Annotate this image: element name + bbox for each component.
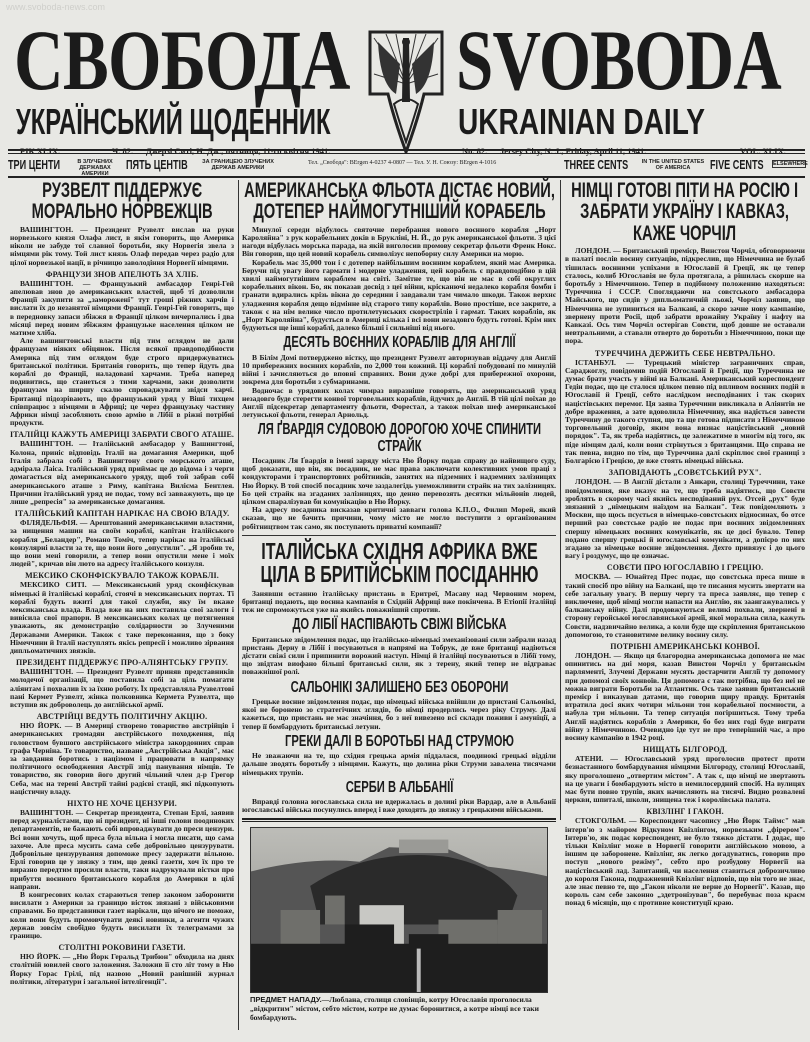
volume-en: VOL. XLIX. (740, 146, 786, 156)
subheadline: ДО ЛІБІЇ НАСПІВАЮТЬ СВІЖІ ВІЙСЬКА (291, 616, 507, 634)
article-paragraph: Посадник Ля Ґвардія в імені заряду міста Ню Йорку подав справу до найвищого суду, щоб доказати, що він, як посадник, не має права заключати колективних умов праці з кондукторами і транспортових робітників, занятих на підземних і надземних залізницях Ню Йорку. В той спосіб посадник хоче заздалегідь унеможливити страйк на тих залізницях. Бо цей страйк на згаданих залізницях, що денно перевозять десятки мільйонів людей, цілком спаралізував би комунікацію в Ню Йорку. (242, 456, 556, 507)
article-paragraph: ВАШИНГТОН. — Італійський амбасадор у Вашингтоні, Колона, приніс відповідь Італії на домагання Америки, щоб Італія забрала собі з Вашингтону свого морського аташе, адмірала Лаіса. Італійський уряд приймає це до відома і з черги домагається від американського уряду, щоб той забрав собі американського аташе з Риму, капітана Вилієма Бентлея. Причини італійський уряд не подає, тому всі завважують, що це лише „репресія" за американське домагання. (10, 439, 234, 506)
date-en: Jersey City, N. J., Friday, April 11, 1941. (500, 146, 647, 156)
article-paragraph: ІСТАНБУЛ. — Турецький міністер заграничних справ, Сараджоглу, повідомив подій Югославії й Греції, що Туреччина не думає брати участь у війні на Балкані. Американський кореспондент Гедін подає, що це сталося цілком певно під впливом воєнних подій в Югославії й Греції, себто наслідком несподіваних і так скорих націстівських перемог. Ця заява Туреччини викликала в Аліянтів не добре враження, а зате вдоволила Німеччину, яка надіється завести Туреччину до такого ступня, що та ще готова підписати з Німеччиною торговельний договір, яким вона визнає націстівський „новий порядок". Та, як треба надіятись, це залежатиме в многім від того, як піде німцям далі, коли вони стрінуться з британцями. Що справа не так певна, видно по тім, що Туреччина далі скріплює свої границі з Болгарією і Грецією, де вже стоять німецькі війська. (565, 357, 805, 466)
article-paragraph: Не зважаючи на те, що східня грецька армія піддалася, поодинокі грецькі відділи дальше зводять боротьбу з німцями. Кажуть, що долина ріки Струми завалена тисячами німецьких трупів. (242, 751, 556, 777)
column-center (242, 180, 556, 1022)
caption-lead: ПРЕДМЕТ НАПАДУ. (250, 995, 322, 1005)
article-paragraph: ЛОНДОН. — Британський премієр, Винстон Чорчіл, обговорюючи в палаті послів воєнну ситуацію, підкреслив, що Німеччина не булаб тішилась воєнними успіхами в Югославії й Греції, як це тепер сталось, колиб Югославія не була протягала, а рішилась скорше на боротьбу з Німеччиною. Тепер в подібному положенню находяться: Туреччина і СССР. Споглядаючи на совєтського амбасадора Майського, що сидів у дипльоматичній льожі, Чорчіл заявив, що Німеччина не зупиниться на Балкані, а скоро зачне нову кампанію, звернену проти Росії, щоб забрати врожайну Україну і нафту на Кавказі. Ось тим Чорчіл остерігав Совєти, щоб довше не оставали невтральними, а ставали отверто до боротьби з Німеччиною, поки ще пора. (565, 246, 805, 346)
article-paragraph: МЕКСИКО СИТІ. — Мексиканський уряд сконфіскував німецькі й італійські кораблі, стоячі в мексиканських портах. Ті кораблі будуть вжиті для такої служби, яку їм вкаже мексиканська влада. Влада вже на них поставила свої залоги і вивісила свої прапори. В мексиканських колах це потягнення уважають, як демонстрацію солідарности зо Злученими Державами Америки. Також є таке переконання, що з боку Німеччини й Італії наступлять якісь репресії і можливо зірвання дипльоматичних звязків. (10, 580, 234, 655)
section-heading: СОВЄТИ ПРО ЮГОСЛАВІЮ І ГРЕЦІЮ. (606, 563, 764, 573)
article-paragraph: ВАШИНГТОН. — Французький амбасадор Генрі-Гей апелював знов до американських властей, щоб ті дозволили Франції закупити за „заморожені" тут гроші ріжних харчів і вислати їх до незанятої німцями Франції. Генрі-Гей говорить, що в передновку запаси збіжжя в Франції цілком вичерпались і два місяці перед новим збіжжям французьке населення цілком не матиме хліба. (10, 278, 234, 338)
article-paragraph: ЛОНДОН. — Якщо ця благородна американська допомога не має опинитись на дні моря, казав Винстон Чорчіл у британськім парляменті, Злучені Держави мусять достарчити Англії ту допомогу при допомозі своїх конвоїв. Ця допомога є так потрібна, що без неї не можна виграти Боротьби за Атлантик. Ось таке заявив британський премієр і виказував датами, що говорив щиру правду. Британія втратила досі яких чотири мільони тон корабельної поємности, а набула три мільони. Та тепер ситуація погіршиться. Тому треба Англії надіятись кораблів з Америки, бо без них годі буде виграти війну з Німеччиною. Очевидно іде тут не про теперішній час, а про воєнну кампанію в 1942 році. (565, 650, 805, 742)
article-paragraph: Але вашингтонські власти під тим оглядом не дали французам ніяких обіцянок. Після всякої правдоподібности Америка під тим оглядом буде строго придержуватись британської політики. Британія говорить, що тепер йдуть два кораблі до Франції, наладовані харчами. Треба наперед подивитись, що станеться з тими харчами, заки дозволити французам на ширшу скалю спроваджувати звідси харчі. Британці підозрівають, що французький уряд у Віші тихцем співпрацює з німцями в Африці; це через французьку частину Африки німці засобляють свою армію в Лібії в ріжні потрібні продукти. (10, 336, 234, 428)
section-heading: НИЩАТЬ БІЛГОРОД. (642, 745, 728, 755)
subheadline: СЕРБИ В АЛЬБАНІЇ (345, 778, 453, 796)
year-ua: РІК XLIX. (20, 146, 61, 156)
title-latin: SVOBODA (456, 12, 781, 108)
price-ua-domestic-note: В ЗЛУЧЕНИХ ДЕРЖАВАХ АМЕРИКИ (77, 159, 113, 177)
section-heading: ТУРЕЧЧИНА ДЕРЖИТЬ СЕБЕ НЕВТРАЛЬНО. (594, 348, 776, 358)
article-paragraph: ВАШИНГТОН. — Президент Рузвелт приняв представників молодечої організації, що поставила собі за ціль помагати аліянтам і похвалив їх за їхню роботу. Їх представляла Рузвелтові пані Кермет Рузвелт, жінка полковника Кермета Рузвелта, що вступив як доброволець до англійської армії. (10, 667, 234, 709)
column-divider (238, 180, 239, 1030)
column-right (565, 180, 805, 908)
section-heading: ФРАНЦУЗИ ЗНОВ АПЕЛЮТЬ ЗА ХЛІБ. (45, 269, 199, 279)
section-rule (242, 535, 556, 536)
article-paragraph: Корабель має 35,000 тон і є дотепер найбільшим воєнним кораблем, який має Америка. Беручи під увагу його гармати і модерне уладження, цей корабель є правдоподібно в цій хвилі наймогутнішим кораблем на світі. Замітне те, що він не має в собі округлих корабельних вікон. Бо, як показав досвід з цеї війни, крісканючі недалеко корабля бомби і гранати вдирались крізь вікна до середини і завдавали там чимало шкоди. Також верхнє уладження корабля дещо відмінне від старого типу кораблів. Воно простіше, все закрите, а також є на нім велике число протилетунських скорострілів і гармат. Таких кораблів, як „Норт Кароляйна", будується в Америці кілька і всі вони незадовго будуть готові. Крім них будуються ще інші кораблі, далеко більші і сильніші від нього. (242, 257, 556, 333)
subheadline: ГРЕКИ ДАЛІ В БОРОТЬБІ НАД СТРУМОЮ (284, 732, 514, 750)
section-heading: АВСТРІЙЦІ ВЕДУТЬ ПОЛІТИЧНУ АКЦІЮ. (36, 712, 208, 722)
masthead (0, 10, 810, 156)
price-ua-foreign-note: ЗА ГРАНИЦЕЮ ЗЛУЧЕНИХ ДЕРЖАВ АМЕРИКИ (202, 159, 274, 171)
article-paragraph: Грецьке воєнне звідомлення подає, що німецькі війська ввійшли до пристані Сальонікі, якої не боронено зо стратегічних зглядів, бо німці продерлись через ріку Струму. Далі кажеться, що пристань не має значіння, бо з неї вивезено всі склади поживи і амуніції, а тепер її бомбардують британські летуни. (242, 697, 556, 731)
section-heading: ПРЕЗИДЕНТ ПІДДЕРЖУЄ ПРО-АЛІЯНТСЬКУ ГРУПУ. (15, 658, 229, 668)
article-paragraph: На адресу посадника висказав критичні заввагн голова К.П.О., Филип Морей, який сказав, що не бачить причини, чому місто не могло поступити з організованим робітництвом так само, як поступають приватні компанії? (242, 505, 556, 531)
headline: РУЗВЕЛТ ПІДДЕРЖУЄ МОРАЛЬНО НОРВЕЖЦІВ (31, 179, 213, 224)
article-paragraph: Минулої середи відбулось святочне перебрання нового воєнного корабля „Норт Кароляйна" з рук корабельних доків в Брукліні, Н. Й., до рук американської фльоти. З цієї нагоди відбулась морська парада, на якій виголосив промову секретар фльоти Френк Нокс. Він говорив, що цей новий корабель символізує непоборну силу Америки на морю. (242, 224, 556, 259)
watermark: www.svoboda-news.com (6, 2, 106, 12)
price-en-foreign-note: ELSEWHERE (773, 161, 808, 167)
headline: НІМЦІ ГОТОВІ ПІТИ НА РОСІЮ І ЗАБРАТИ УКРАЇНУ І КАВКАЗ, КАЖЕ ЧОРЧІЛ (571, 179, 799, 245)
article-paragraph: СТОКГОЛЬМ. — Кореспондент часопису „Ню Йорк Таймс" мав інтерв'ю з майором Відкуном Квізлінгом, норвезьким „фірером". Інтерв'ю, як подає кореспондент, не було тяжко дістати. І додає, що тільки Квізлінг може в Норвегії говорити англійською мовою, а іншим це заборонене. Квізлінг, як легко догадуватись, говорив про поступ „нового режіму", себто про розбудову Норвегії на націстівський лад. Запитаний, чи населення ставиться доброзичливо до короля Гакона, подражнений Квізлінг відповів, що він того не знає, але знає певно те, що „Гакон ніколи не верне до Норвегії". Казав, що король сам себе законно „здетронізував", бо перебуває поза краєм понад 6 місяців, що є противне конституції краю. (565, 816, 805, 908)
article-paragraph: В Білім Домі потверджено вістку, що президент Рузвелт авторизував віддачу для Англії 10 прибережних воєнних кораблів, по 2,000 тон кожний. Ці кораблі побудовані по минулій війні і зачисляються до вповні справних. Вони дуже добрі для прибережної охорони, зокрема для боротьби з субмаринами. (242, 352, 556, 387)
article-paragraph: ФІЛЯДЕЛЬФІЯ. — Арештований американськими властями, за нищення машин на своїм кораблі, капітан італійського корабля „Беландер", Романо Томіч, тепер нарікає на італійські конзулярні власти за те, що вони його „опустили". „Я зробив те, що вони мені говорили, а тепер вони опустили мене і моїх людей", кричав він люто на адресу італійського конзуля. (10, 518, 234, 569)
article-paragraph: Вправді головна югославська сила не вдержалась в долині ріки Вардар, але в Альбанії югославські війська посунулись вперед і вже доходять до звязку з грецькими військами. (242, 797, 556, 815)
subtitle-cyrillic: УКРАЇНСЬКИЙ ЩОДЕННИК (16, 101, 331, 142)
article-paragraph: ВАШИНГТОН. — Секретар президента, Степан Ерлі, заявив перед журналістами, що ні президент, ні інші голови поодиноких департаментів, не бажають собі впроваджувати до преси цензури. Всі вони хочуть, щоб преса була вільна і могла писати, що сама захоче. Але преса мусить сама себе добровільно цензурувати. Добровільне цензурування допоможе пресу задержати вільною. Ерлі говорив це у звязку з тим, що деякі газети, хоч їх про те виразно передтим просили власти, таки надрукували вістки про прибуття воєнного британського корабля до Америки в цілі направи. (10, 808, 234, 891)
column-divider (560, 180, 561, 820)
price-ua-foreign: ПЯТЬ ЦЕНТІВ (126, 157, 188, 172)
city-photo (250, 827, 548, 993)
subheadline: ЛЯ ҐВАРДІЯ СУДОВОЮ ДОРОГОЮ ХОЧЕ СПИНИТИ СТРАЙК (257, 421, 541, 455)
telephone-numbers: Тел. „Свобода": BErgen 4-0237 4-0807 — Тел. У. Н. Союзу: BErgen 4-1016 (308, 160, 497, 166)
masthead-rule (8, 149, 805, 154)
article-paragraph: В конгресових колах стараються тепер законом заборонити висилати з Америки за границю вісток звязані з військовими справами. Бо представники газет нарікали, що нічого не поможе, коли вони будуть промовчувати деякі новинки, а агенти чужих держав зовсім свобідно будуть висилати їх телеграмами за границю. (10, 890, 234, 941)
title-cyrillic: СВОБОДА (14, 12, 350, 108)
section-heading: ІТАЛІЙСЬКИЙ КАПІТАН НАРІКАЄ НА СВОЮ ВЛАДУ. (14, 509, 230, 519)
article-paragraph: Водночас в урядових колах чимраз виразніше говорять, що американський уряд незадовго буде стерегти конвої торговельних кораблів, йдучих до Англії. В тій цілі поїхав до Англії підсекретар департаменту фльоти, Форестал, а також поїхав шеф американської летунської фльоти, генерал Арнольд. (242, 385, 556, 420)
issue-ua: Ч. 82. (112, 146, 134, 156)
price-en-domestic: THREE CENTS (564, 157, 629, 172)
article-paragraph: НЮ ЙОРК. — „Ню Йорк Геральд Трибюн" обходила на днях столітній ювилей свого заложення. Заложив її сто літ тому в Ню Йорку Горас Грілі, під назвою „Новий ранішній журнал політики, літератури і загальної інтелігенції". (10, 952, 234, 986)
price-ua-domestic: ТРИ ЦЕНТИ (8, 157, 61, 172)
column-left (10, 180, 234, 986)
section-heading: МЕКСИКО СКОНФІСКУВАЛО ТАКОЖ КОРАБЛІ. (25, 571, 219, 581)
price-en-domestic-note: IN THE UNITED STATES OF AMERICA (641, 159, 705, 171)
headline: АМЕРИКАНСЬКА ФЛЬОТА ДІСТАЄ НОВИЙ, ДОТЕПЕР НАЙМОГУТНІШИЙ КОРАБЕЛЬ (243, 179, 555, 224)
trident-emblem-icon (366, 24, 446, 154)
section-heading: НІХТО НЕ ХОЧЕ ЦЕНЗУРИ. (67, 799, 177, 808)
date-ua: Джерзі Ситі, Н. Дж., пятниця, 11-го квітня 1941. (146, 146, 331, 156)
section-heading: КВІЗЛІНГ І ГАКОН. (646, 807, 724, 817)
caption-text: —Люблана, столиця словінців, котру Югославія проголосила „відкритим" містом, себто містом, котре не думає боронитися, а котре німці все таки бомбардують. (250, 995, 539, 1022)
article-paragraph: АТЕНИ. — Югославський уряд проголосив протест проти безнастанного бомбардування німцями Білгороду, столиці Югославії, яку проголошено „отвертим містом". А так є, що німці не звертають на це уваги і бомбардують місто в немилосердний спосіб. На вулицях має бути повно трупів, яких начисляють на тисячі. Видно розвалені церкви, шпиталі, школи, знищена теж і королівська палата. (565, 754, 805, 805)
photo-caption (250, 996, 548, 1022)
article-paragraph: НЮ ЙОРК. — В Америці створено товариство австрійців і американських громадян австрійського походження, під головством бувшого австрійського міністра закордонних справ графа Черніна. Те товариство, назване „Австрійська Акція", має за завдання боротись з націзмом і працювати в напрямку політичного освободження Австрії зпід панування німців. Те товариство, як говорив його другий чільний член д-р Грегор Себа, має на терені Австрії тайні радієві стації, які підкопують націстичну владу. (10, 721, 234, 796)
price-bar (8, 156, 808, 177)
article-paragraph: Занявши останню італійську пристань в Еритреї, Масаву над Червоним морем, британці подають, що воєнна кампанія в Східній Африці вже покінчена. В Етіопії італійці теж не спроможуться уже на якийсь поважніший спротив. (242, 588, 556, 615)
subheadline: ДЕСЯТЬ ВОЄННИХ КОРАБЛІВ ДЛЯ АНГЛІЇ (282, 334, 516, 352)
article-paragraph: Британське звідомлення подає, що італійсько-німецькі змеханізовані сили забрали назад пристань Дерну в Лібії і посуваються в напрямі на Тобрук, де вже британці надіються дістати свіжі сили і припинити ворожий наступ. Німці й італійці посуваються в Лібії тому, що звідтам виофано більші британські сили, як з терену, який тепер не відграває поважнішої ролі. (242, 634, 556, 677)
section-heading: ІТАЛІЙЦІ КАЖУТЬ АМЕРИЦІ ЗАБРАТИ СВОГО АТАШЕ. (10, 430, 234, 440)
issue-en: No. 82. (462, 146, 488, 156)
subheadline: САЛЬОНІКІ ЗАЛИШЕНО БЕЗ ОБОРОНИ (290, 678, 508, 696)
photo-figure (242, 827, 556, 1022)
section-rule (242, 818, 556, 822)
section-heading: ПОТРІБНІ АМЕРИКАНСЬКІ КОНВОЇ. (610, 641, 760, 651)
article-paragraph: ВАШИНГТОН. — Президент Рузвелт вислав на руки норвезького князя Олафа лист, в якім говорить, що Америка ніколи не забуде тої славної боротьби, яку Норвегія звела з німцями рік тому. Той лист князь Олаф передав через радіо для цілої норвезької нації, в річницю заволодіння Норвегії німцями. (10, 224, 234, 267)
article-paragraph: ЛОНДОН. — В Англії дістали з Анкари, столиці Туреччини, таке повідомлення, яке вказує на те, що треба надіятись, що Совєти зроблять в скорому часі якийсь несподіваний рух. Отсей „рух" буде звязаний з „німецьким наїздом на Балкан". Теж повідомляють з Москви, що щось псується в німецько-совєтських відносинах, бо отсе перший раз совєтське радіо не подає при воєнних звідомленнях спершу німецьких воєнних комунікатів, як це досі бувало. Тепер подано спершу грецькі й югославські комунікати, а допієро по них згадано за німецьке воєнне звідомлення. Дехто привязує і до цього вагу і роздумує, що це означає. (565, 477, 805, 561)
article-paragraph: МОСКВА. — Юнайтед Прес подає, що совєтська преса пише в такий спосіб про війну на Балкані, що те писання мусить звертати на себе загальну увагу. В першу чергу та преса заявляє, що тепер є виключене, щоб німці могли напасти на Англію, як заангажувались у балканську війну. Далі продовжуються великі похвали, звернені в сторону геройської югославянської армії, якої моральна сила, кажуть Совєти, надзвичайно велика, а коли буде ще скріплення британською допомогою, то становитиме велику воєнну силу. (565, 572, 805, 639)
section-heading: СТОЛІТНІ РОКОВИНИ ГАЗЕТИ. (58, 943, 186, 953)
section-heading: ЗАПОВІДАЮТЬ „СОВЄТСЬКИЙ РУХ". (608, 468, 762, 478)
subtitle-latin: UKRAINIAN DAILY (458, 101, 706, 142)
price-en-foreign: FIVE CENTS (710, 157, 764, 172)
headline: ІТАЛІЙСЬКА СХІДНЯ АФРИКА ВЖЕ ЦІЛА В БРИТІЙСЬКІМ ПОСІДАННЮ (259, 537, 539, 588)
